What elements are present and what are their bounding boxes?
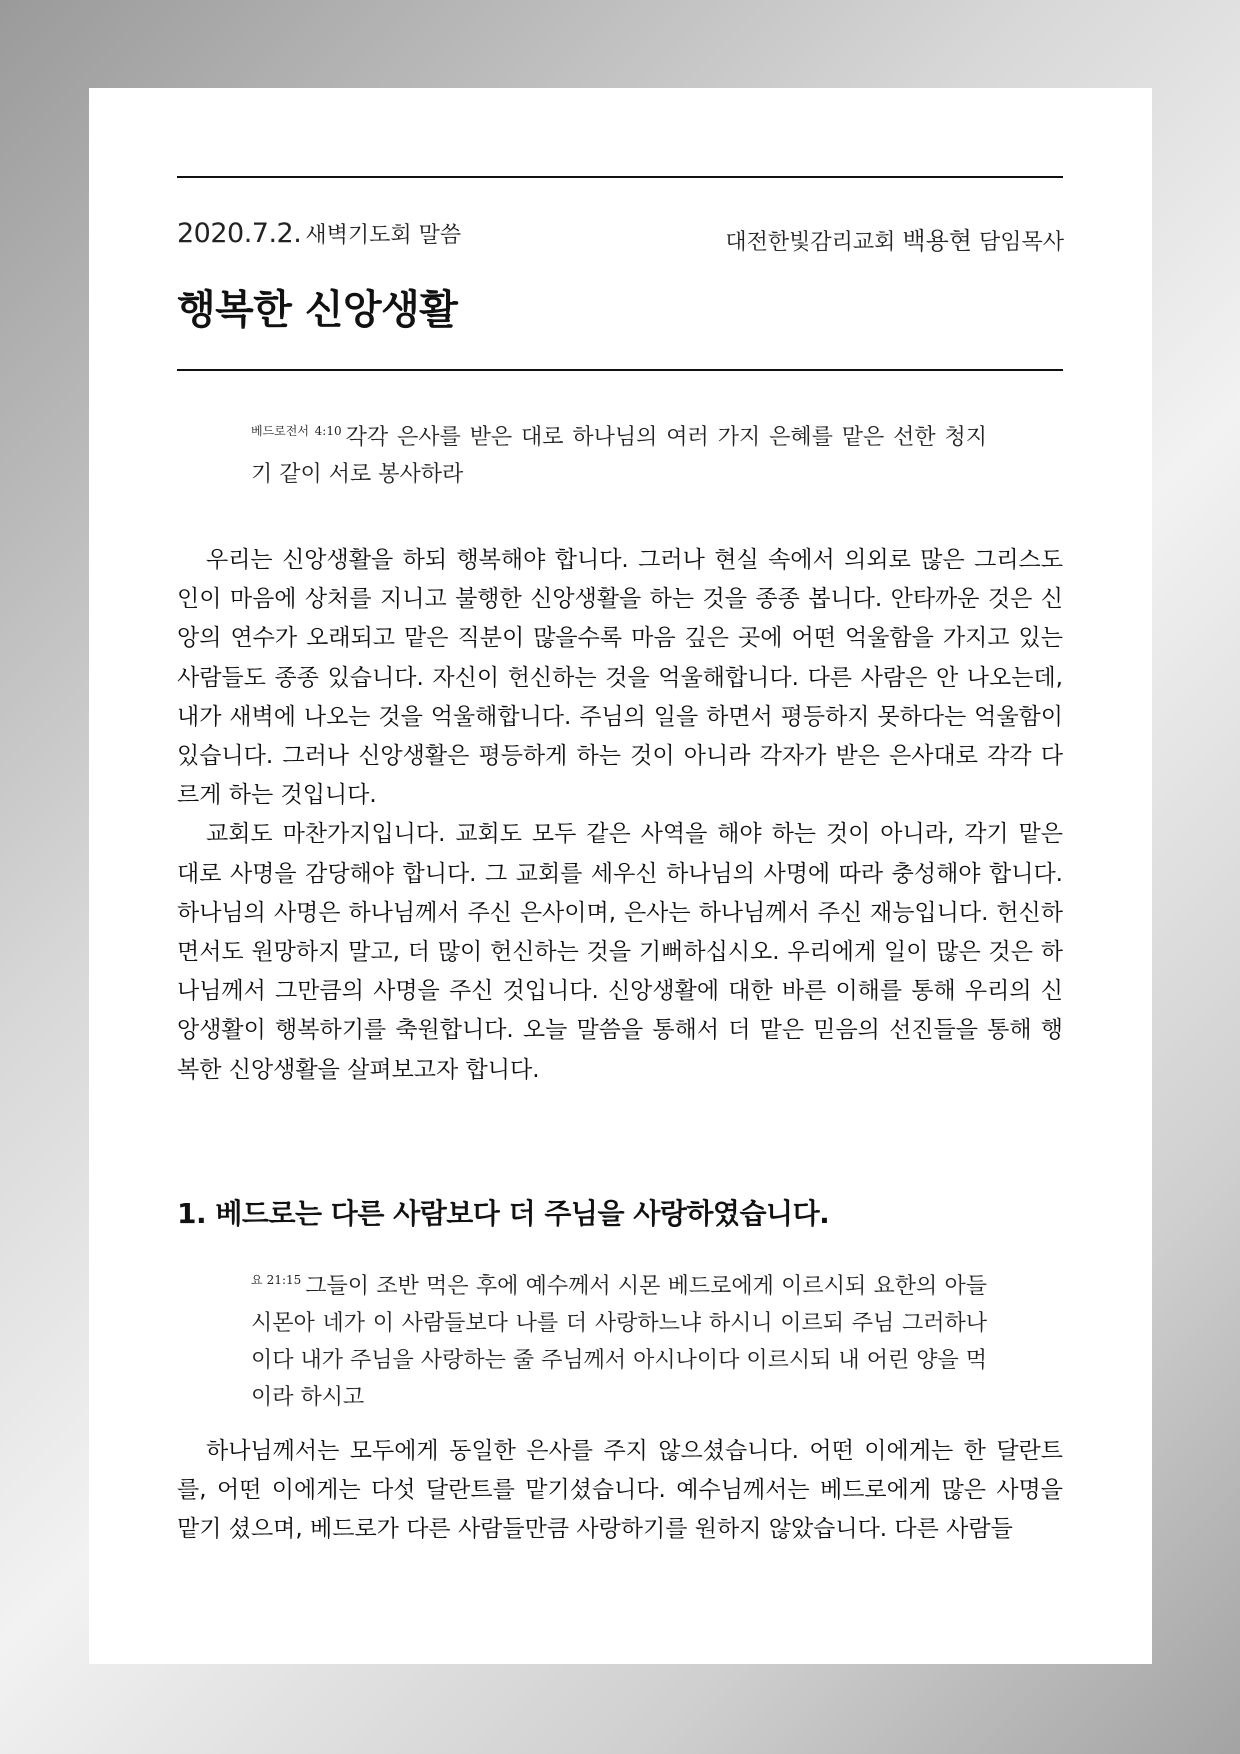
sermon-intro bbox=[177, 541, 1063, 1090]
paragraph: 교회도 마찬가지입니다. 교회도 모두 같은 사역을 해야 하는 것이 아니라, 각기 맡은 대로 사명을 감당해야 합니다. 그 교회를 세우신 하나님의 사명에 따라 충성해야 합니다. 하나님의 사명은 하나님께서 주신 은사이며, 은사는 하나님께서 주신 재능입니다. 헌신하면서도 원망하지 말고, 더 많이 헌신하는 것을 기뻐하십시오. 우리에게 일이 많은 것은 하나님께서 그만큼의 사명을 주신 것입니다. 신앙생활에 대한 바른 이해를 통해 우리의 신앙생활이 행복하기를 축원합니다. 오늘 말씀을 통해서 더 맡은 믿음의 선진들을 통해 행복한 신앙생활을 살펴보고자 합니다. bbox=[177, 821, 1063, 1083]
scripture-quote bbox=[251, 413, 987, 493]
section-body bbox=[177, 1432, 1063, 1550]
sermon-title: 행복한 신앙생활 bbox=[177, 287, 458, 333]
preacher-line bbox=[725, 221, 1064, 256]
scripture-text: 각각 은사를 받은 대로 하나님의 여러 가지 은혜를 맡은 선한 청지기 같이 서로 봉사하라 bbox=[251, 425, 987, 487]
pastor-name: 백용현 bbox=[902, 227, 972, 255]
section-heading: 1. 베드로는 다른 사람보다 더 주님을 사랑하였습니다. bbox=[177, 1197, 830, 1230]
sermon-date: 2020.7.2. bbox=[177, 218, 302, 249]
title-rule bbox=[177, 369, 1063, 371]
scripture-reference: 베드로전서 4:10 bbox=[251, 424, 342, 438]
scripture-quote bbox=[251, 1262, 987, 1416]
paragraph: 하나님께서는 모두에게 동일한 은사를 주지 않으셨습니다. 어떤 이에게는 한 달란트를, 어떤 이에게는 다섯 달란트를 맡기셨습니다. 예수님께서는 베드로에게 많은 사명을 맡기 셨으며, 베드로가 다른 사람들만큼 사랑하기를 원하지 않았습니다. 다른 사람들 bbox=[177, 1438, 1063, 1543]
paragraph: 우리는 신앙생활을 하되 행복해야 합니다. 그러나 현실 속에서 의외로 많은 그리스도인이 마음에 상처를 지니고 불행한 신앙생활을 하는 것을 종종 봅니다. 안타까운 것은 신앙의 연수가 오래되고 맡은 직분이 많을수록 마음 깊은 곳에 어떤 억울함을 가지고 있는 사람들도 종종 있습니다. 자신이 헌신하는 것을 억울해합니다. 다른 사람은 안 나오는데, 내가 새벽에 나오는 것을 억울해합니다. 주님의 일을 하면서 평등하지 못하다는 억울함이 있습니다. 그러나 신앙생활은 평등하게 하는 것이 아니라 각자가 받은 은사대로 각각 다르게 하는 것입니다. bbox=[177, 547, 1063, 809]
scripture-text: 그들이 조반 먹은 후에 예수께서 시몬 베드로에게 이르시되 요한의 아들 시몬아 네가 이 사람들보다 나를 더 사랑하느냐 하시니 이르되 주님 그러하나이다 내가 주님을 사랑하는 줄 주님께서 아시나이다 이르시되 내 어린 양을 먹이라 하시고 bbox=[251, 1274, 987, 1410]
document-page bbox=[89, 88, 1152, 1664]
sermon-occasion: 새벽기도회 말씀 bbox=[305, 223, 462, 248]
church-name: 대전한빛감리교회 bbox=[725, 230, 896, 255]
sermon-date-line bbox=[177, 218, 461, 249]
pastor-title: 담임목사 bbox=[978, 230, 1064, 255]
top-rule bbox=[177, 176, 1063, 178]
scripture-reference: 요 21:15 bbox=[251, 1273, 302, 1287]
